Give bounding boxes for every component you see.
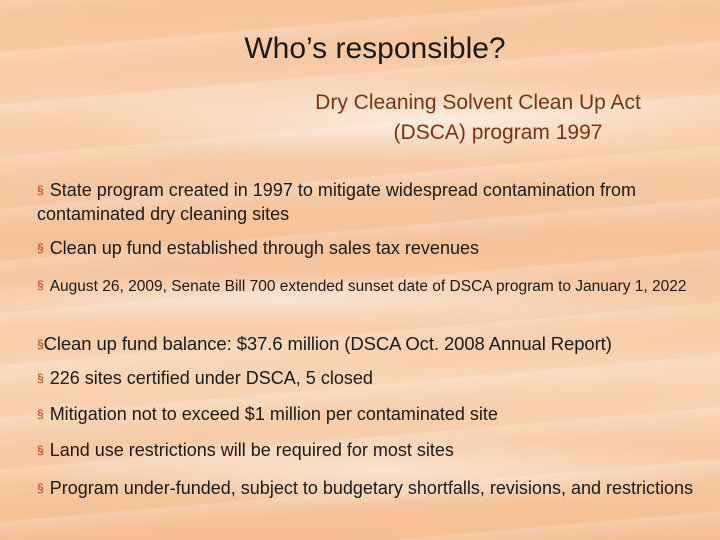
bullet-marker-icon: § [37,407,44,421]
bullet-marker-icon: § [37,481,44,495]
bullet-marker-icon: § [37,337,44,351]
list-item [37,332,697,356]
subtitle-line-2: (DSCA) program 1997 [393,121,603,144]
list-item-text: Clean up fund balance: $37.6 million (DSCA Oct. 2008 Annual Report) [43,333,612,354]
list-item [37,476,697,500]
bullet-marker-icon: § [37,443,44,457]
bullet-marker-icon: § [37,371,44,385]
list-item-text: Land use restrictions will be required for most sites [49,440,454,460]
list-item-text: Clean up fund established through sales tax revenues [49,238,479,258]
list-item-text: State program created in 1997 to mitigate widespread contamination from contaminated dry cleaning sites [37,180,637,224]
bullet-marker-icon: § [37,183,44,197]
list-item [37,366,697,390]
list-item-text: Mitigation not to exceed $1 million per contaminated site [49,404,498,424]
list-item-text: August 26, 2009, Senate Bill 700 extended sunset date of DSCA program to January 1, 2022 [49,278,687,295]
list-item [37,402,697,426]
list-item-text: Program under-funded, subject to budgetary shortfalls, revisions, and restrictions [49,478,694,498]
list-item [37,178,697,226]
list-item [37,236,697,260]
subtitle [258,88,698,148]
bullet-marker-icon: § [37,241,44,255]
list-item-text: 226 sites certified under DSCA, 5 closed [49,368,373,388]
page-title: Who’s responsible? [244,32,506,65]
bullet-marker-icon: § [37,278,44,292]
list-item [37,438,697,462]
list-item [37,274,697,298]
subtitle-line-1: Dry Cleaning Solvent Clean Up Act [315,91,641,114]
